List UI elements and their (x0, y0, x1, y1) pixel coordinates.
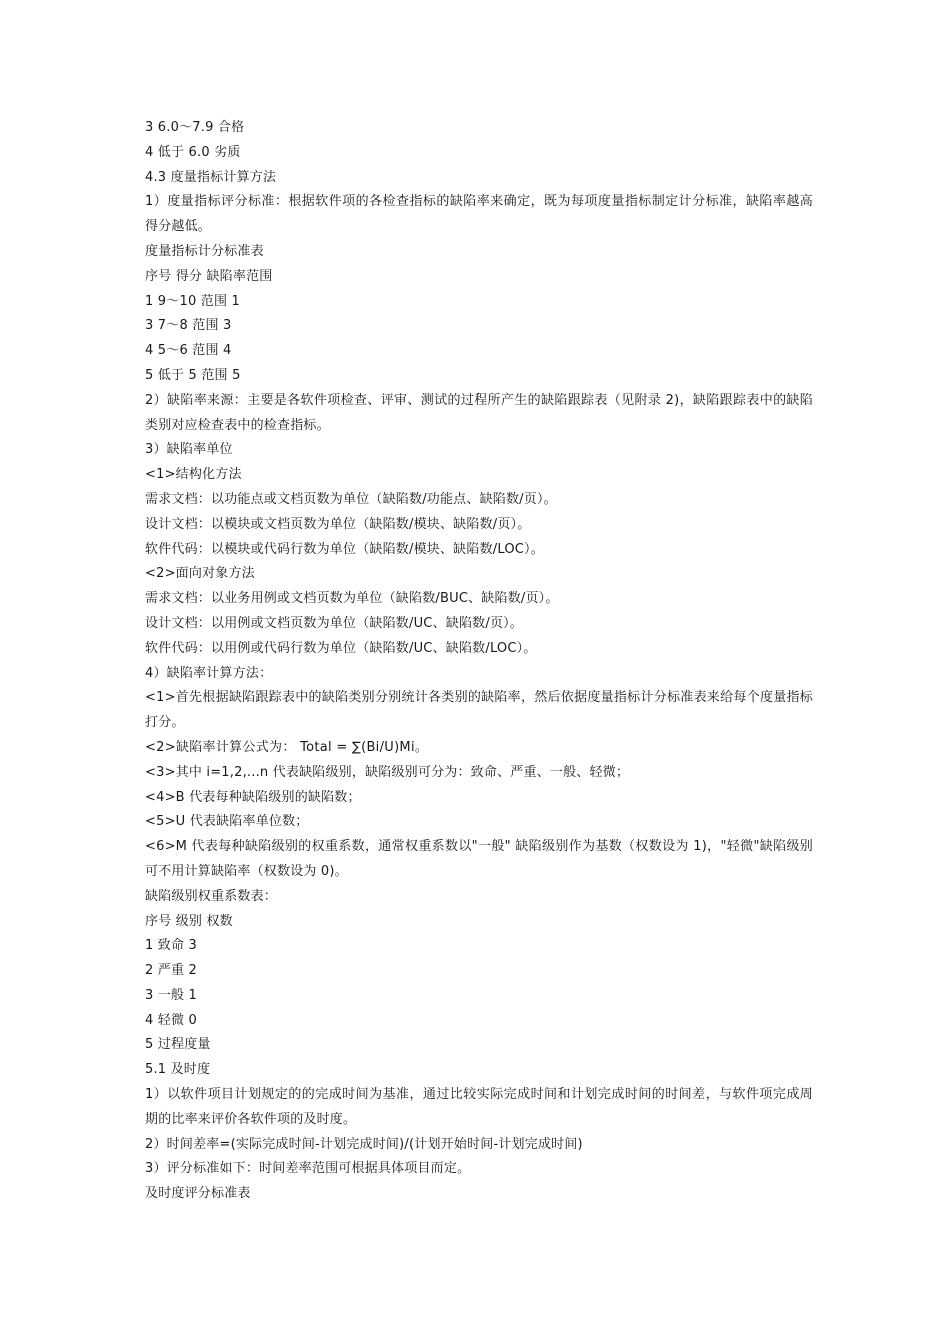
paragraph: 2）缺陷率来源：主要是各软件项检查、评审、测试的过程所产生的缺陷跟踪表（见附录 2)，缺陷跟踪表中的缺陷类别对应检查表中的检查指标。 (145, 392, 813, 433)
table-row: 4 5～6 范围 4 (145, 343, 232, 359)
paragraph: 1）以软件项目计划规定的的完成时间为基准，通过比较实际完成时间和计划完成时间的时间差，与软件项完成周期的比率来评价各软件项的及时度。 (145, 1087, 813, 1127)
text-line: 设计文档：以模块或文档页数为单位（缺陷数/模块、缺陷数/页）。 (145, 516, 531, 532)
section-heading: 5 过程度量 (145, 1037, 211, 1053)
text-line: 3）评分标准如下：时间差率范围可根据具体项目而定。 (145, 1161, 471, 1177)
formula-line: <2>缺陷率计算公式为： Total = ∑(Bi/U)Mi。 (145, 739, 429, 755)
table-row: 2 严重 2 (145, 963, 198, 979)
section-heading: 5.1 及时度 (145, 1062, 211, 1078)
text-line: 需求文档：以功能点或文档页数为单位（缺陷数/功能点、缺陷数/页）。 (145, 491, 557, 507)
table-row: 1 致命 3 (145, 938, 198, 954)
document-body (145, 116, 813, 1207)
paragraph: 1）度量指标评分标准：根据软件项的各检查指标的缺陷率来确定，既为每项度量指标制定计分标准，缺陷率越高得分越低。 (145, 194, 813, 235)
text-line: 软件代码：以用例或代码行数为单位（缺陷数/UC、缺陷数/LOC）。 (145, 640, 537, 656)
table-row: 3 7～8 范围 3 (145, 318, 232, 334)
text-line: <4>B 代表每种缺陷级别的缺陷数； (145, 789, 361, 805)
table-title: 度量指标计分标准表 (145, 243, 264, 259)
table-header: 序号 得分 缺陷率范围 (145, 268, 273, 284)
text-line: 软件代码：以模块或代码行数为单位（缺陷数/模块、缺陷数/LOC）。 (145, 541, 544, 557)
text-line: <5>U 代表缺陷率单位数； (145, 814, 309, 830)
table-row: 1 9～10 范围 1 (145, 293, 240, 309)
text-line: <1>结构化方法 (145, 467, 242, 483)
text-line: <3>其中 i=1,2,...n 代表缺陷级别，缺陷级别可分为：致命、严重、一般、轻微； (145, 764, 630, 780)
paragraph: <6>M 代表每种缺陷级别的权重系数，通常权重系数以"一般" 缺陷级别作为基数（权数设为 1)，"轻微"缺陷级别可不用计算缺陷率（权数设为 0)。 (145, 839, 813, 879)
text-line: 4）缺陷率计算方法： (145, 665, 273, 681)
table-row: 3 一般 1 (145, 987, 198, 1003)
table-header: 序号 级别 权数 (145, 913, 233, 929)
table-title: 缺陷级别权重系数表： (145, 888, 278, 904)
text-line: 设计文档：以用例或文档页数为单位（缺陷数/UC、缺陷数/页）。 (145, 615, 524, 631)
text-line: 3）缺陷率单位 (145, 442, 233, 458)
text-line: 4 低于 6.0 劣质 (145, 144, 241, 160)
table-row: 4 轻微 0 (145, 1012, 198, 1028)
text-line: 3 6.0～7.9 合格 (145, 120, 245, 135)
table-title: 及时度评分标准表 (145, 1186, 251, 1202)
paragraph: <1>首先根据缺陷跟踪表中的缺陷类别分别统计各类别的缺陷率，然后依据度量指标计分标准表来给每个度量指标打分。 (145, 690, 813, 731)
section-heading: 4.3 度量指标计算方法 (145, 169, 277, 185)
text-line: 2）时间差率=(实际完成时间-计划完成时间)/(计划开始时间-计划完成时间) (145, 1136, 583, 1152)
text-line: 需求文档：以业务用例或文档页数为单位（缺陷数/BUC、缺陷数/页）。 (145, 591, 559, 607)
text-line: <2>面向对象方法 (145, 566, 255, 582)
table-row: 5 低于 5 范围 5 (145, 367, 241, 383)
